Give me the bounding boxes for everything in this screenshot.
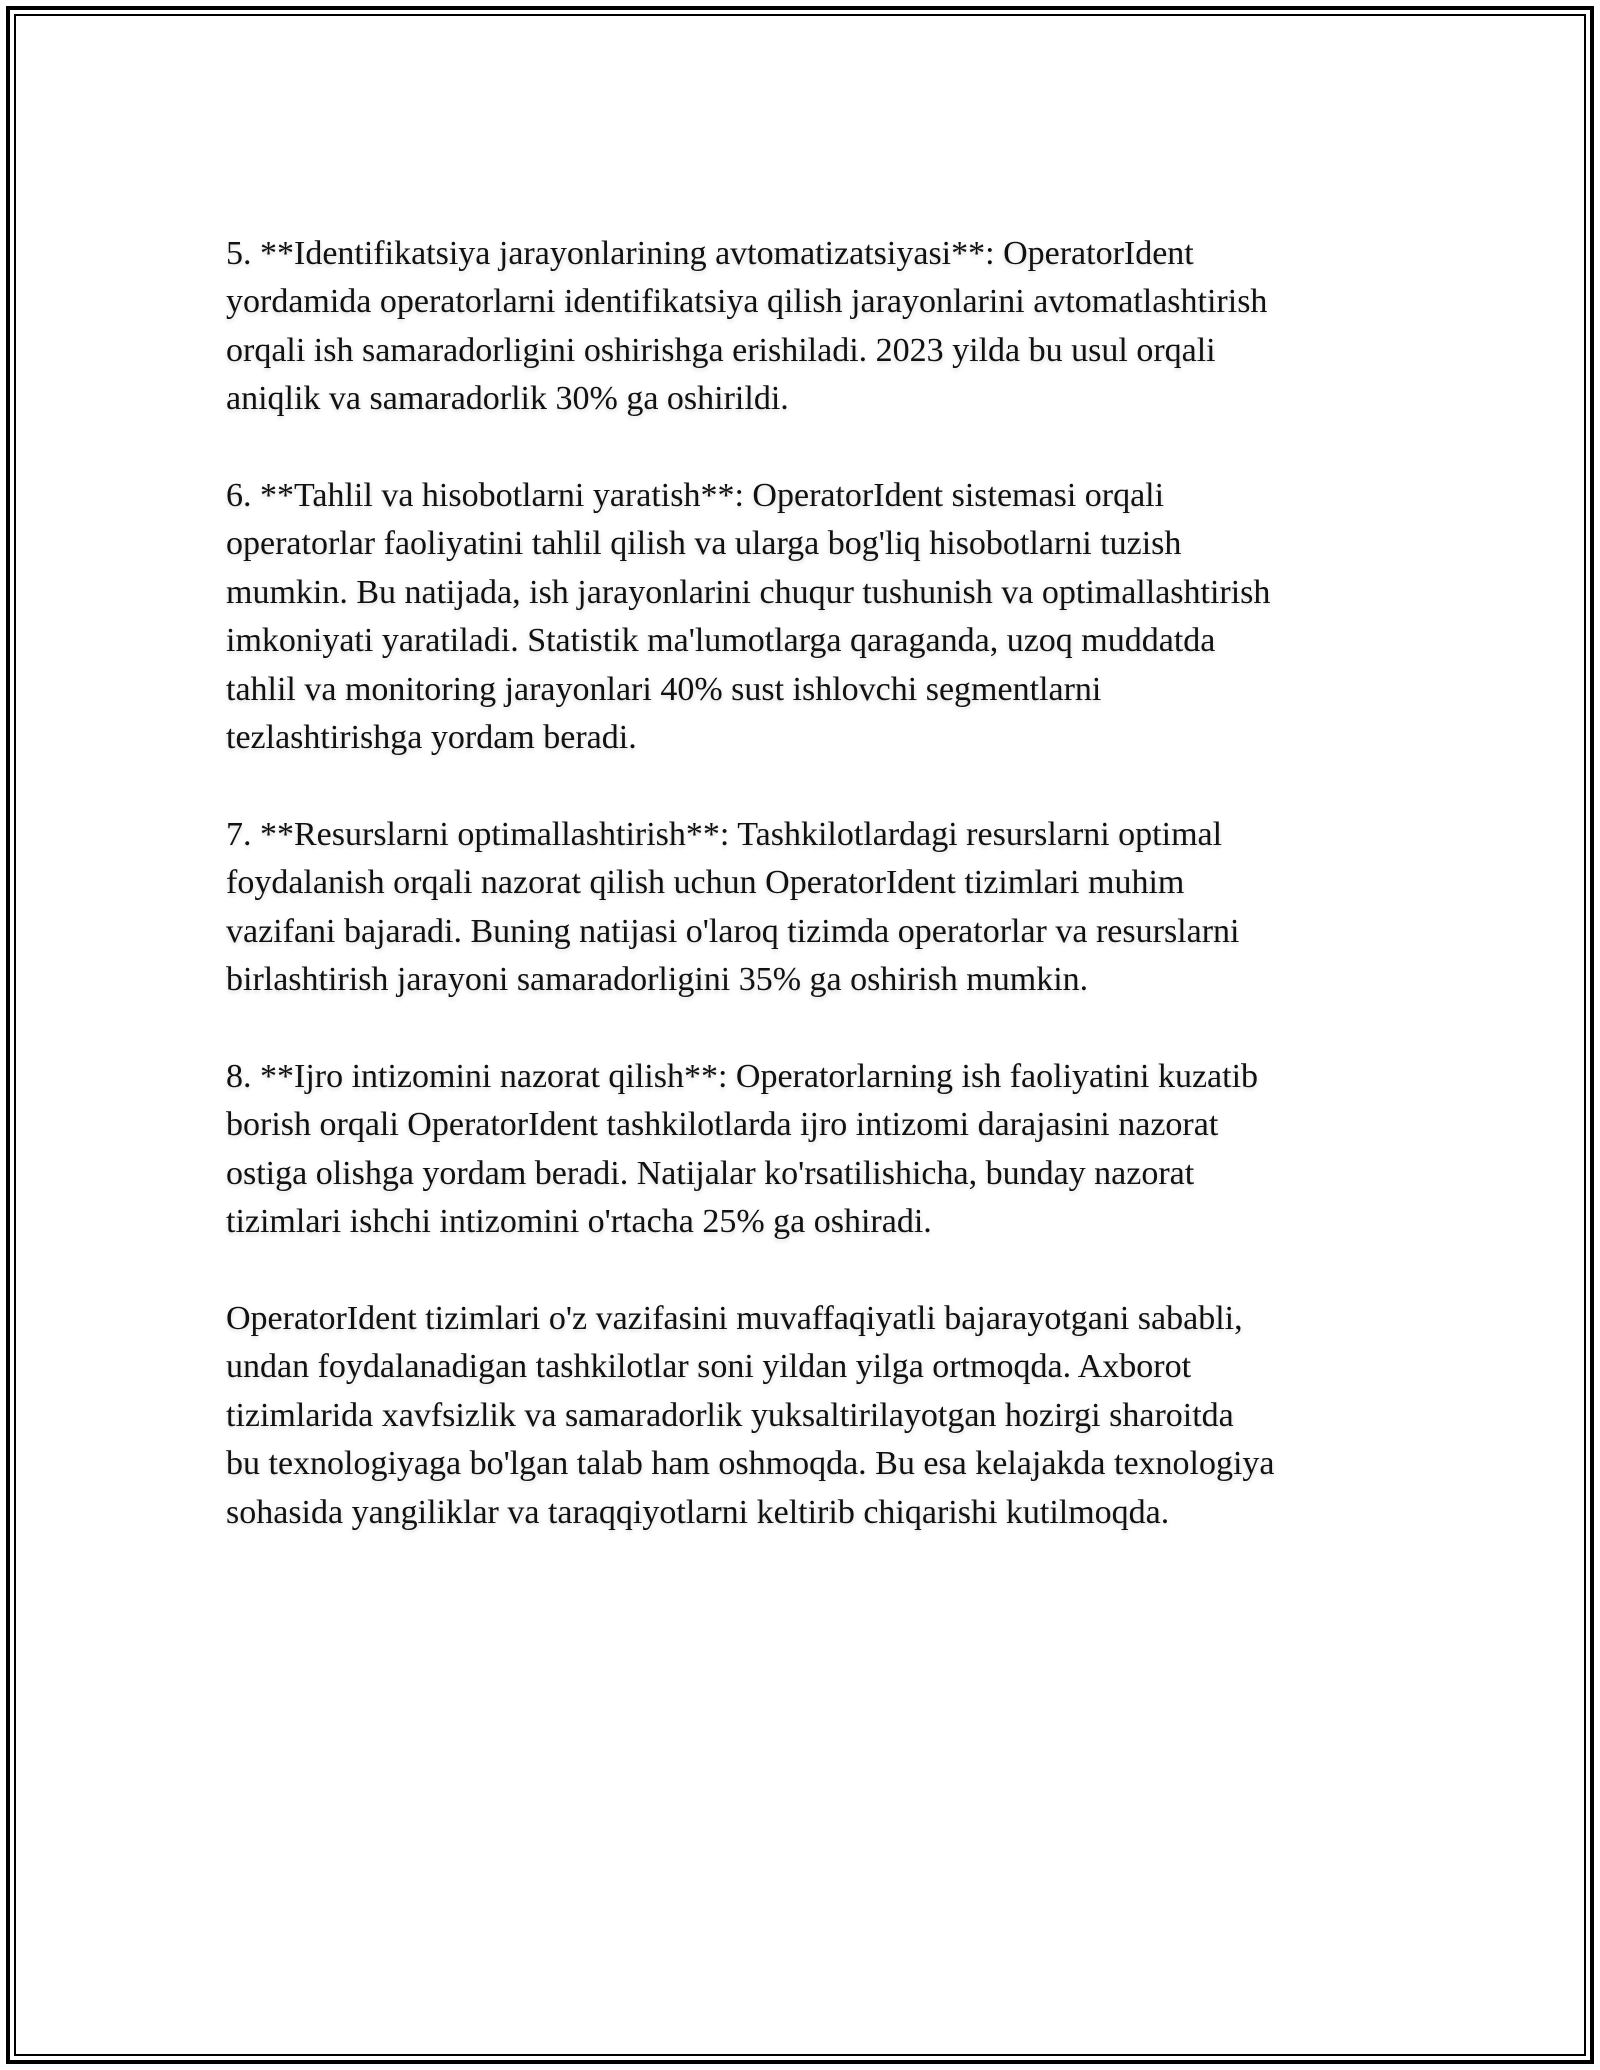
- paragraph-item-5: 5. **Identifikatsiya jarayonlarining avtomatizatsiyasi**: OperatorIdent yordamida operatorlarni identifikatsiya qilish jarayonlarini avtomatlashtirish orqali ish samaradorligini oshirishga erishiladi. 2023 yilda bu usul orqali aniqlik va samaradorlik 30% ga oshirildi.: [226, 235, 1268, 418]
- document-body: [226, 230, 1376, 1585]
- paragraph-conclusion: OperatorIdent tizimlari o'z vazifasini muvaffaqiyatli bajarayotgani sababli, undan foydalanadigan tashkilotlar soni yildan yilga ortmoqda. Axborot tizimlarida xavfsizlik va samaradorlik yuksaltirilayotgan hozirgi sharoitda bu texnologiyaga bo'lgan talab ham oshmoqda. Bu esa kelajakda texnologiya sohasida yangiliklar va taraqqiyotlarni keltirib chiqarishi kutilmoqda.: [226, 1299, 1275, 1531]
- paragraph-item-7: 7. **Resurslarni optimallashtirish**: Tashkilotlardagi resurslarni optimal foydalanish orqali nazorat qilish uchun OperatorIdent tizimlari muhim vazifani bajaradi. Buning natijasi o'laroq tizimda operatorlar va resurslarni birlashtirish jarayoni samaradorligini 35% ga oshirish mumkin.: [226, 815, 1240, 999]
- paragraph-item-8: 8. **Ijro intizomini nazorat qilish**: Operatorlarning ish faoliyatini kuzatib borish orqali OperatorIdent tashkilotlarda ijro intizomi darajasini nazorat ostiga olishga yordam beradi. Natijalar ko'rsatilishicha, bunday nazorat tizimlari ishchi intizomini o'rtacha 25% ga oshiradi.: [226, 1057, 1259, 1241]
- paragraph-item-6: 6. **Tahlil va hisobotlarni yaratish**: OperatorIdent sistemasi orqali operatorlar faoliyatini tahlil qilish va ularga bog'liq hisobotlarni tuzish mumkin. Bu natijada, ish jarayonlarini chuqur tushunish va optimallashtirish imkoniyati yaratiladi. Statistik ma'lumotlarga qaraganda, uzoq muddatda tahlil va monitoring jarayonlari 40% sust ishlovchi segmentlarni tezlashtirishga yordam beradi.: [226, 477, 1271, 757]
